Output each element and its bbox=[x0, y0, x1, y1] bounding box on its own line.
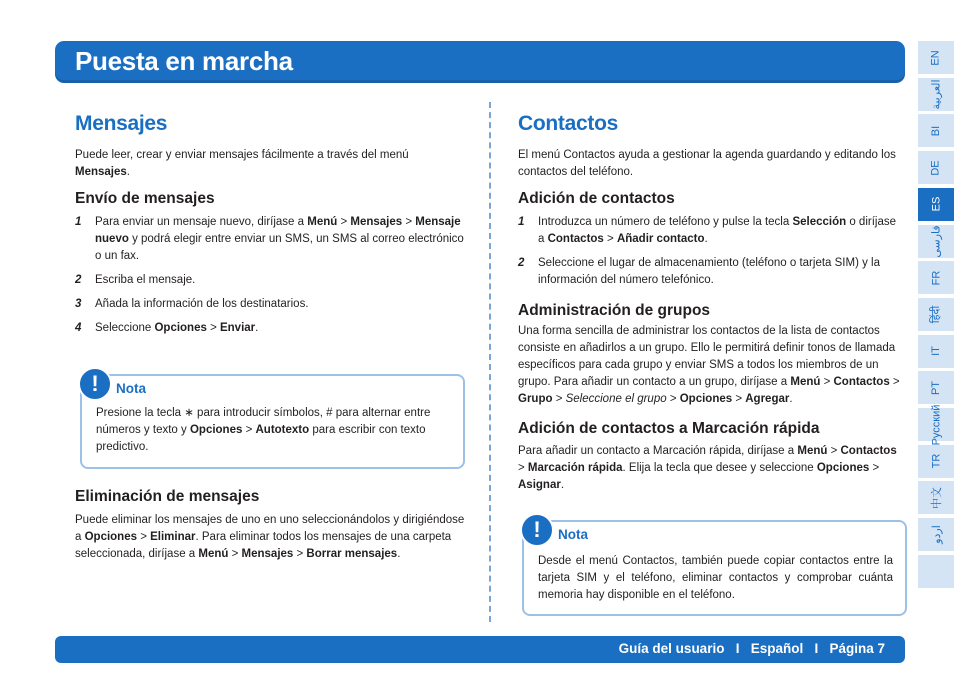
step-number: 1 bbox=[518, 216, 525, 228]
text-run: Para enviar un mensaje nuevo, diríjase a bbox=[95, 216, 308, 228]
text-run: Añada la información de los destinatarios. bbox=[95, 298, 309, 310]
step-item bbox=[75, 296, 465, 313]
exclamation-icon: ! bbox=[520, 513, 554, 547]
language-label: TR bbox=[929, 453, 942, 469]
step-item bbox=[75, 272, 465, 289]
language-tab-8[interactable] bbox=[918, 298, 954, 331]
bold-term: Menú bbox=[198, 548, 229, 560]
bold-term: Contactos bbox=[547, 233, 604, 245]
language-label: EN bbox=[930, 49, 942, 66]
language-tab-11[interactable] bbox=[918, 404, 954, 445]
subheading-adicion: Adición de contactos bbox=[518, 190, 675, 207]
bold-term: Enviar bbox=[219, 322, 256, 334]
text-run: > bbox=[666, 393, 680, 405]
language-label: العربية bbox=[930, 79, 943, 110]
bold-term: Contactos bbox=[840, 445, 897, 457]
language-label: DE bbox=[930, 159, 942, 176]
bold-term: Añadir contacto bbox=[616, 233, 705, 245]
text-run: . Elija la tecla que desee y seleccione bbox=[622, 462, 817, 474]
text-run: > bbox=[206, 322, 220, 334]
bold-term: Opciones bbox=[189, 424, 243, 436]
subheading-envio: Envío de mensajes bbox=[75, 190, 215, 207]
bold-term: Menú bbox=[797, 445, 828, 457]
subheading-grupos: Administración de grupos bbox=[518, 302, 711, 319]
footer-bar bbox=[55, 636, 905, 663]
intro-end: . bbox=[126, 166, 130, 178]
bold-term: Borrar mensajes bbox=[306, 548, 398, 560]
text-run: > bbox=[820, 376, 834, 388]
footer-text: Guía del usuario I Español I Página 7 bbox=[618, 641, 885, 656]
text-run: o diríjase a bbox=[538, 216, 896, 245]
bold-term: Mensajes bbox=[241, 548, 294, 560]
bold-term: Contactos bbox=[833, 376, 890, 388]
bold-term: Mensajes bbox=[350, 216, 403, 228]
text-run: > bbox=[869, 462, 880, 474]
bold-term: Menú bbox=[790, 376, 821, 388]
intro-bold: Mensajes bbox=[75, 166, 127, 178]
bold-term: Grupo bbox=[518, 393, 553, 405]
text-run: Para añadir un contacto a Marcación rápida, diríjase a bbox=[518, 445, 798, 457]
bold-term: Autotexto bbox=[255, 424, 310, 436]
text-run: Una forma sencilla de administrar los contactos de la lista de contactos consiste en añadirlos a un grupo. Ello le permitirá definir tonos de llamada específicos para cada grupo y enviar SMS a todos los miembros de un grupo. Para añadir un contacto a un grupo, diríjase a bbox=[518, 325, 896, 388]
text-run: Escriba el mensaje. bbox=[95, 274, 196, 286]
language-label: Русский bbox=[930, 404, 943, 445]
text-run: > bbox=[137, 531, 151, 543]
bold-term: Opciones bbox=[679, 393, 733, 405]
bold-term: Asignar bbox=[518, 479, 561, 491]
language-label: BI bbox=[930, 125, 942, 137]
right-column bbox=[518, 110, 904, 494]
adicion-steps bbox=[518, 214, 904, 289]
language-tab-2[interactable] bbox=[918, 78, 954, 111]
exclamation-icon: ! bbox=[78, 367, 112, 401]
language-tab-5[interactable] bbox=[918, 188, 954, 221]
language-label: FR bbox=[929, 270, 942, 286]
subheading-eliminacion: Eliminación de mensajes bbox=[75, 488, 260, 505]
mensajes-intro bbox=[75, 147, 465, 181]
bold-term: Eliminar bbox=[150, 531, 196, 543]
text-run: . bbox=[397, 548, 401, 560]
step-item bbox=[518, 255, 904, 289]
text-run: > bbox=[603, 233, 617, 245]
step-item bbox=[75, 214, 465, 265]
text-run: Seleccione bbox=[95, 322, 155, 334]
text-run: > bbox=[337, 216, 351, 228]
language-tab-4[interactable] bbox=[918, 151, 954, 184]
text-run: > bbox=[402, 216, 416, 228]
language-label: IT bbox=[930, 346, 942, 356]
text-run: para escribir con texto predictivo. bbox=[96, 424, 426, 453]
language-label: PT bbox=[930, 380, 942, 395]
italic-term: Seleccione el grupo bbox=[565, 393, 667, 405]
bold-term: Opciones bbox=[154, 322, 207, 334]
language-label: 中文 bbox=[931, 486, 943, 509]
text-run: . bbox=[789, 393, 793, 405]
text-run: . bbox=[560, 479, 565, 491]
language-tab-strip bbox=[918, 41, 954, 663]
bold-term: Selección bbox=[792, 216, 847, 228]
bold-term: Opciones bbox=[816, 462, 870, 474]
language-tab-13[interactable] bbox=[918, 481, 954, 514]
language-tab-7[interactable] bbox=[918, 261, 954, 294]
note-text: Desde el menú Contactos, también puede copiar contactos entre la tarjeta SIM y el teléfono, eliminar contactos y comprobar cuánta memoria hay disponible en el teléfono. bbox=[538, 555, 893, 601]
text-run: > bbox=[293, 548, 307, 560]
text-run: > bbox=[518, 462, 528, 474]
marcacion-text bbox=[518, 443, 904, 494]
step-number: 2 bbox=[75, 274, 82, 286]
language-tab-1[interactable] bbox=[918, 41, 954, 74]
contactos-intro: El menú Contactos ayuda a gestionar la agenda guardando y editando los contactos del teléfono. bbox=[518, 149, 896, 178]
bold-term: Agregar bbox=[745, 393, 790, 405]
text-run: Seleccione el lugar de almacenamiento (teléfono o tarjeta SIM) y la información del número telefónico. bbox=[538, 257, 880, 286]
text-run: y podrá elegir entre enviar un SMS, un SMS al correo electrónico o un fax. bbox=[95, 233, 464, 262]
language-tab-6[interactable] bbox=[918, 225, 954, 258]
page-title: Puesta en marcha bbox=[75, 46, 293, 76]
text-run: > bbox=[732, 393, 746, 405]
text-run: > bbox=[228, 548, 242, 560]
language-tab-14[interactable] bbox=[918, 518, 954, 551]
envio-steps bbox=[75, 214, 465, 337]
eliminacion-text bbox=[75, 512, 465, 563]
language-tab-3[interactable] bbox=[918, 114, 954, 147]
note-label: Nota bbox=[558, 527, 588, 542]
text-run: Presione la tecla bbox=[96, 407, 185, 419]
language-tab-10[interactable] bbox=[918, 371, 954, 404]
left-column bbox=[75, 110, 465, 337]
subheading-marcacion: Adición de contactos a Marcación rápida bbox=[518, 420, 820, 437]
note-box-left bbox=[80, 371, 465, 469]
text-run: . Para eliminar todos los mensajes de una carpeta seleccionada, diríjase a bbox=[75, 531, 452, 560]
text-run: . bbox=[255, 322, 259, 334]
step-number: 1 bbox=[75, 216, 82, 228]
text-run: ∗ bbox=[184, 407, 194, 419]
step-number: 2 bbox=[518, 257, 525, 269]
text-run: . bbox=[704, 233, 708, 245]
grupos-text bbox=[518, 323, 904, 408]
language-label: فارسی bbox=[930, 224, 943, 258]
column-divider bbox=[489, 102, 491, 622]
section-title-contactos: Contactos bbox=[518, 112, 618, 135]
language-tab-15[interactable] bbox=[918, 555, 954, 588]
step-number: 3 bbox=[75, 298, 82, 310]
intro-text: Puede leer, crear y enviar mensajes fácilmente a través del menú bbox=[75, 149, 409, 161]
text-run: Puede eliminar los mensajes de uno en uno seleccionándolos y dirigiéndose a bbox=[75, 514, 465, 543]
note-label: Nota bbox=[116, 381, 146, 396]
step-item bbox=[518, 214, 904, 248]
language-label: ES bbox=[930, 196, 942, 212]
text-run: para introducir símbolos, # para alternar entre números y texto y bbox=[96, 407, 431, 436]
text-run: > bbox=[889, 376, 900, 388]
language-tab-12[interactable] bbox=[918, 445, 954, 478]
left-column-lower bbox=[75, 487, 465, 563]
language-label: हिंदी bbox=[930, 305, 943, 324]
bold-term: Menú bbox=[307, 216, 338, 228]
step-item bbox=[75, 320, 465, 337]
bold-term: Opciones bbox=[84, 531, 137, 543]
text-run: > bbox=[827, 445, 841, 457]
note-box-right bbox=[522, 517, 907, 616]
language-label: اردو bbox=[930, 525, 943, 544]
section-title-mensajes: Mensajes bbox=[75, 112, 168, 135]
text-run: Introduzca un número de teléfono y pulse la tecla bbox=[538, 216, 793, 228]
language-tab-9[interactable] bbox=[918, 335, 954, 368]
header-bar bbox=[55, 41, 905, 83]
step-number: 4 bbox=[75, 322, 82, 334]
bold-term: Mensaje nuevo bbox=[95, 216, 461, 245]
note-text bbox=[96, 405, 451, 456]
text-run: > bbox=[242, 424, 256, 436]
text-run: > bbox=[552, 393, 566, 405]
bold-term: Marcación rápida bbox=[527, 462, 623, 474]
